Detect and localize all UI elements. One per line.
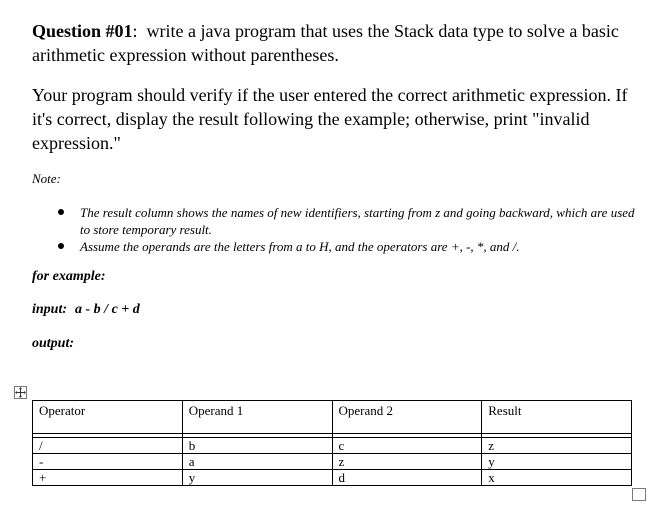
note-list bbox=[58, 204, 638, 255]
table-row bbox=[33, 438, 632, 454]
header-operator: Operator bbox=[33, 401, 183, 434]
header-result: Result bbox=[482, 401, 632, 434]
table-resize-icon[interactable] bbox=[632, 488, 646, 501]
input-label: input: bbox=[32, 302, 68, 317]
table-move-icon[interactable] bbox=[14, 386, 27, 399]
input-expression: a - b / c + d bbox=[75, 302, 140, 317]
table-row bbox=[33, 454, 632, 470]
table-header-row bbox=[33, 401, 632, 434]
note-text: The result column shows the names of new identifiers, starting from z and going backward, which are used to store temporary result. bbox=[80, 205, 635, 237]
cell-operator: / bbox=[33, 438, 183, 454]
bullet-icon bbox=[58, 243, 64, 249]
table-row bbox=[33, 470, 632, 486]
output-label: output: bbox=[32, 336, 75, 351]
cell-operator: + bbox=[33, 470, 183, 486]
note-item bbox=[58, 238, 638, 255]
question-paragraph bbox=[32, 19, 642, 67]
cell-operand-1: a bbox=[182, 454, 332, 470]
header-operand-1: Operand 1 bbox=[182, 401, 332, 434]
output-table bbox=[32, 400, 632, 486]
question-colon: : bbox=[132, 21, 138, 41]
cell-operand-1: y bbox=[182, 470, 332, 486]
verify-paragraph: Your program should verify if the user entered the correct arithmetic expression. If it's correct, display the result following the example; otherwise, print "invalid expression." bbox=[32, 85, 628, 153]
question-label: Question #01 bbox=[32, 21, 133, 41]
cell-operand-2: c bbox=[332, 438, 482, 454]
bullet-icon bbox=[58, 209, 64, 215]
cell-operand-2: d bbox=[332, 470, 482, 486]
example-label: for example: bbox=[32, 269, 106, 284]
cell-result: z bbox=[482, 438, 632, 454]
note-text: Assume the operands are the letters from a to H, and the operators are +, -, *, and /. bbox=[80, 239, 520, 254]
question-text: write a java program that uses the Stack data type to solve a basic arithmetic expression without parentheses. bbox=[32, 21, 624, 65]
note-label: Note: bbox=[32, 171, 61, 186]
cell-operand-2: z bbox=[332, 454, 482, 470]
cell-operand-1: b bbox=[182, 438, 332, 454]
header-operand-2: Operand 2 bbox=[332, 401, 482, 434]
input-line bbox=[32, 302, 140, 318]
cell-result: y bbox=[482, 454, 632, 470]
cell-result: x bbox=[482, 470, 632, 486]
cell-operator: - bbox=[33, 454, 183, 470]
note-item bbox=[58, 204, 638, 238]
